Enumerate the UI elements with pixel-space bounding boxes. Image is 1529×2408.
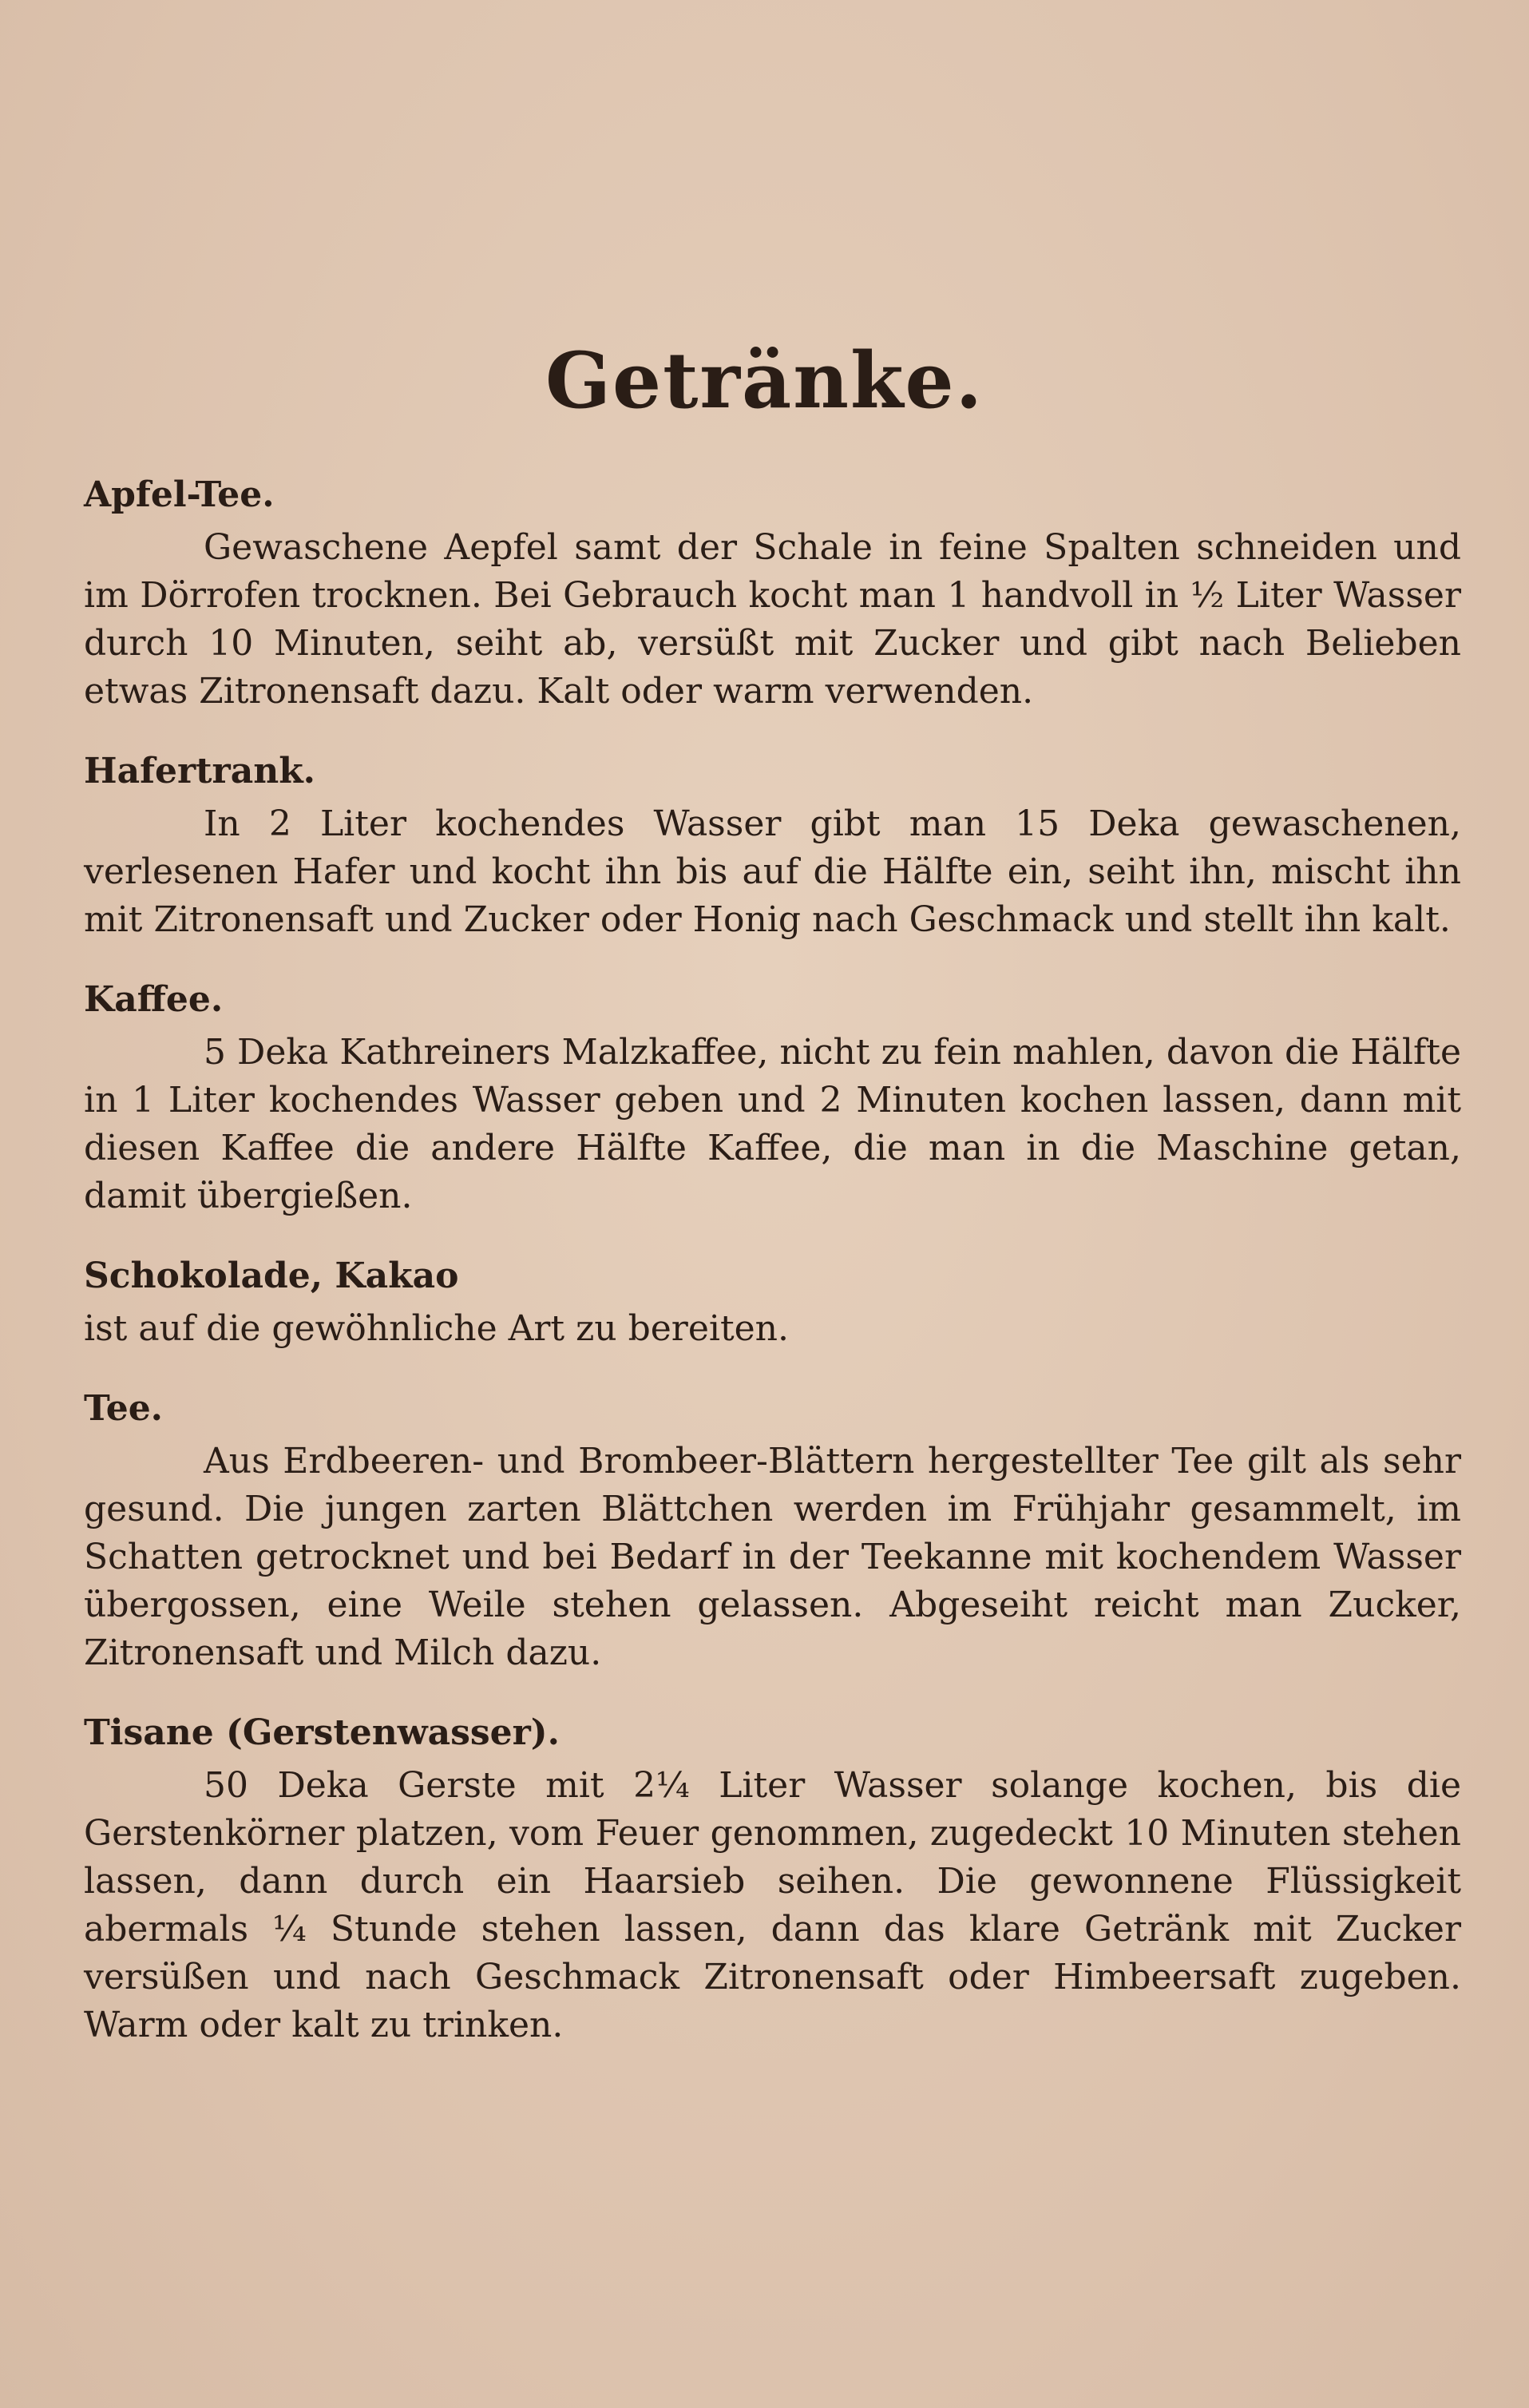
recipe-heading: Tee. bbox=[84, 1388, 163, 1429]
recipe-heading: Schokolade, Kakao bbox=[84, 1256, 459, 1296]
recipe-schokolade-kakao bbox=[84, 1252, 1461, 1353]
recipe-text: Gewaschene Aepfel samt der Schale in feine Spalten schneiden und im Dörrofen trocknen. Bei Gebrauch kocht man 1 handvoll in ½ Liter Wasser durch 10 Minuten, seiht ab, versüßt mit Zucker und gibt nach Belieben etwas Zitronensaft dazu. Kalt oder warm verwenden. bbox=[84, 527, 1461, 712]
recipe-heading: Kaffee. bbox=[84, 979, 224, 1020]
recipe-kaffee bbox=[84, 976, 1461, 1220]
recipe-heading: Apfel-Tee. bbox=[84, 474, 275, 515]
recipe-text: Aus Erdbeeren- und Brombeer-Blättern hergestellter Tee gilt als sehr gesund. Die jungen zarten Blättchen werden im Frühjahr gesammelt, im Schatten getrocknet und bei Bedarf in der Teekanne mit kochendem Wasser übergossen, eine Weile stehen gelassen. Abgeseiht reicht man Zucker, Zitronensaft und Milch dazu. bbox=[84, 1441, 1461, 1673]
recipe-text: 50 Deka Gerste mit 2¼ Liter Wasser solange kochen, bis die Gerstenkörner platzen, vom Feuer genommen, zugedeckt 10 Minuten stehen lassen, dann durch ein Haarsieb seihen. Die gewonnene Flüssigkeit abermals ¼ Stunde stehen lassen, dann das klare Getränk mit Zucker versüßen und nach Geschmack Zitronensaft oder Himbeersaft zugeben. Warm oder kalt zu trinken. bbox=[84, 1765, 1461, 2045]
recipe-hafertrank bbox=[84, 748, 1461, 944]
recipe-tisane bbox=[84, 1709, 1461, 2049]
recipe-tee bbox=[84, 1385, 1461, 1677]
recipe-text: 5 Deka Kathreiners Malzkaffee, nicht zu fein mahlen, davon die Hälfte in 1 Liter kochendes Wasser geben und 2 Minuten kochen lassen, dann mit diesen Kaffee die andere Hälfte Kaffee, die man in die Maschine getan, damit übergießen. bbox=[84, 1032, 1461, 1216]
recipe-text: In 2 Liter kochendes Wasser gibt man 15 Deka gewaschenen, verlesenen Hafer und kocht ihn bis auf die Hälfte ein, seiht ihn, mischt ihn mit Zitronensaft und Zucker oder Honig nach Geschmack und stellt ihn kalt. bbox=[84, 803, 1461, 940]
recipe-text: ist auf die gewöhnliche Art zu bereiten. bbox=[84, 1308, 789, 1349]
recipe-heading: Hafertrank. bbox=[84, 751, 315, 791]
page-title: Getränke. bbox=[545, 335, 984, 426]
recipe-apfel-tee bbox=[84, 471, 1461, 716]
recipe-list bbox=[84, 471, 1461, 2081]
recipe-heading: Tisane (Gerstenwasser). bbox=[84, 1712, 560, 1753]
